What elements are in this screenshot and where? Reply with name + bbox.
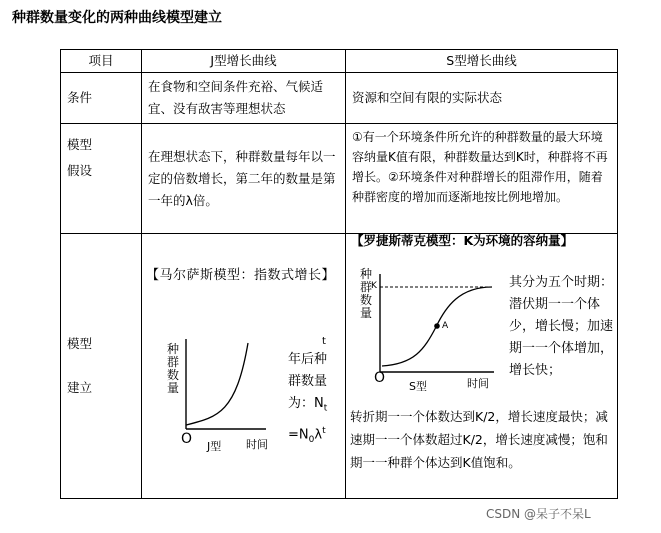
j-formula-eq: =N [288,426,309,442]
header-s-curve: S型增长曲线 [346,50,618,73]
assumption-s: ①有一个环境条件所允许的种群数量的最大环境容纳量K值有限，种群数量达到K时，种群将不再增长。②环境条件对种群增长的阻滞作用，随着种群密度的增加而逐渐地按比例地增加。 [346,124,618,234]
build-label [61,234,142,499]
s-model-heading: 【罗捷斯蒂克模型：K为环境的容纳量】 [351,233,574,248]
condition-label: 条件 [61,73,142,124]
j-formula-sup-t: t [322,425,326,436]
j-formula-lambda: λ [314,426,323,442]
build-label-line2: 建立 [67,380,93,395]
assumption-label [61,124,142,234]
j-curve-line [186,343,248,425]
s-k-label: K [371,281,377,291]
j-formula-line1: 年后种 [288,352,328,367]
assumption-j: 在理想状态下，种群数量每年以一定的倍数增长，第二年的数量是第一年的λ倍。 [142,124,346,234]
s-point-a [434,323,440,329]
assumption-label-line1: 模型 [67,137,93,152]
j-xlabel-type: J型 [207,440,222,453]
s-point-a-label: A [442,321,449,331]
j-formula-sub-t: t [323,403,328,414]
header-j-curve: J型增长曲线 [142,50,346,73]
j-formula [288,335,327,451]
s-curve-graph [374,270,498,376]
build-label-line1: 模型 [67,336,93,351]
s-side-text: 其分为五个时期：潜伏期一一个体少，增长慢；加速期一一个体增加，增长快； [509,275,614,378]
j-xlabel-time: 时间 [246,438,268,451]
j-formula-line2: 群数量 [288,374,328,389]
watermark: CSDN @呆子不呆L [486,507,591,521]
j-model-heading: 【马尔萨斯模型：指数式增长】 [146,268,336,283]
table-header-row [61,50,618,73]
j-graph-ylabel: 种群数量 [166,342,179,395]
s-xlabel-time: 时间 [467,377,489,390]
s-graph-ylabel: 种群数量 [359,267,372,320]
j-formula-line3 [288,393,327,420]
header-item: 项目 [61,50,142,73]
j-origin-label: O [181,431,193,447]
j-formula-line4 [288,420,327,451]
j-formula-sub-0: 0 [308,434,315,445]
s-origin-label: O [374,370,386,386]
j-curve-graph [180,335,270,435]
condition-j: 在食物和空间条件充裕、气候适宜、没有敌害等理想状态 [142,73,346,124]
s-bottom-text: 转折期一一个体数达到K/2，增长速度最快；减速期一一个体数超过K/2，增长速度减慢；饱和期一一种群个体达到K值饱和。 [350,409,608,470]
page-title: 种群数量变化的两种曲线模型建立 [12,10,222,26]
j-formula-line3-text: 为：N [288,396,324,411]
assumption-label-line2: 假设 [67,163,93,178]
condition-s: 资源和空间有限的实际状态 [346,73,618,124]
table-row-assumption [61,124,618,234]
j-formula-t: t [322,336,326,347]
table-row-condition [61,73,618,124]
s-xlabel-type: S型 [409,380,427,393]
